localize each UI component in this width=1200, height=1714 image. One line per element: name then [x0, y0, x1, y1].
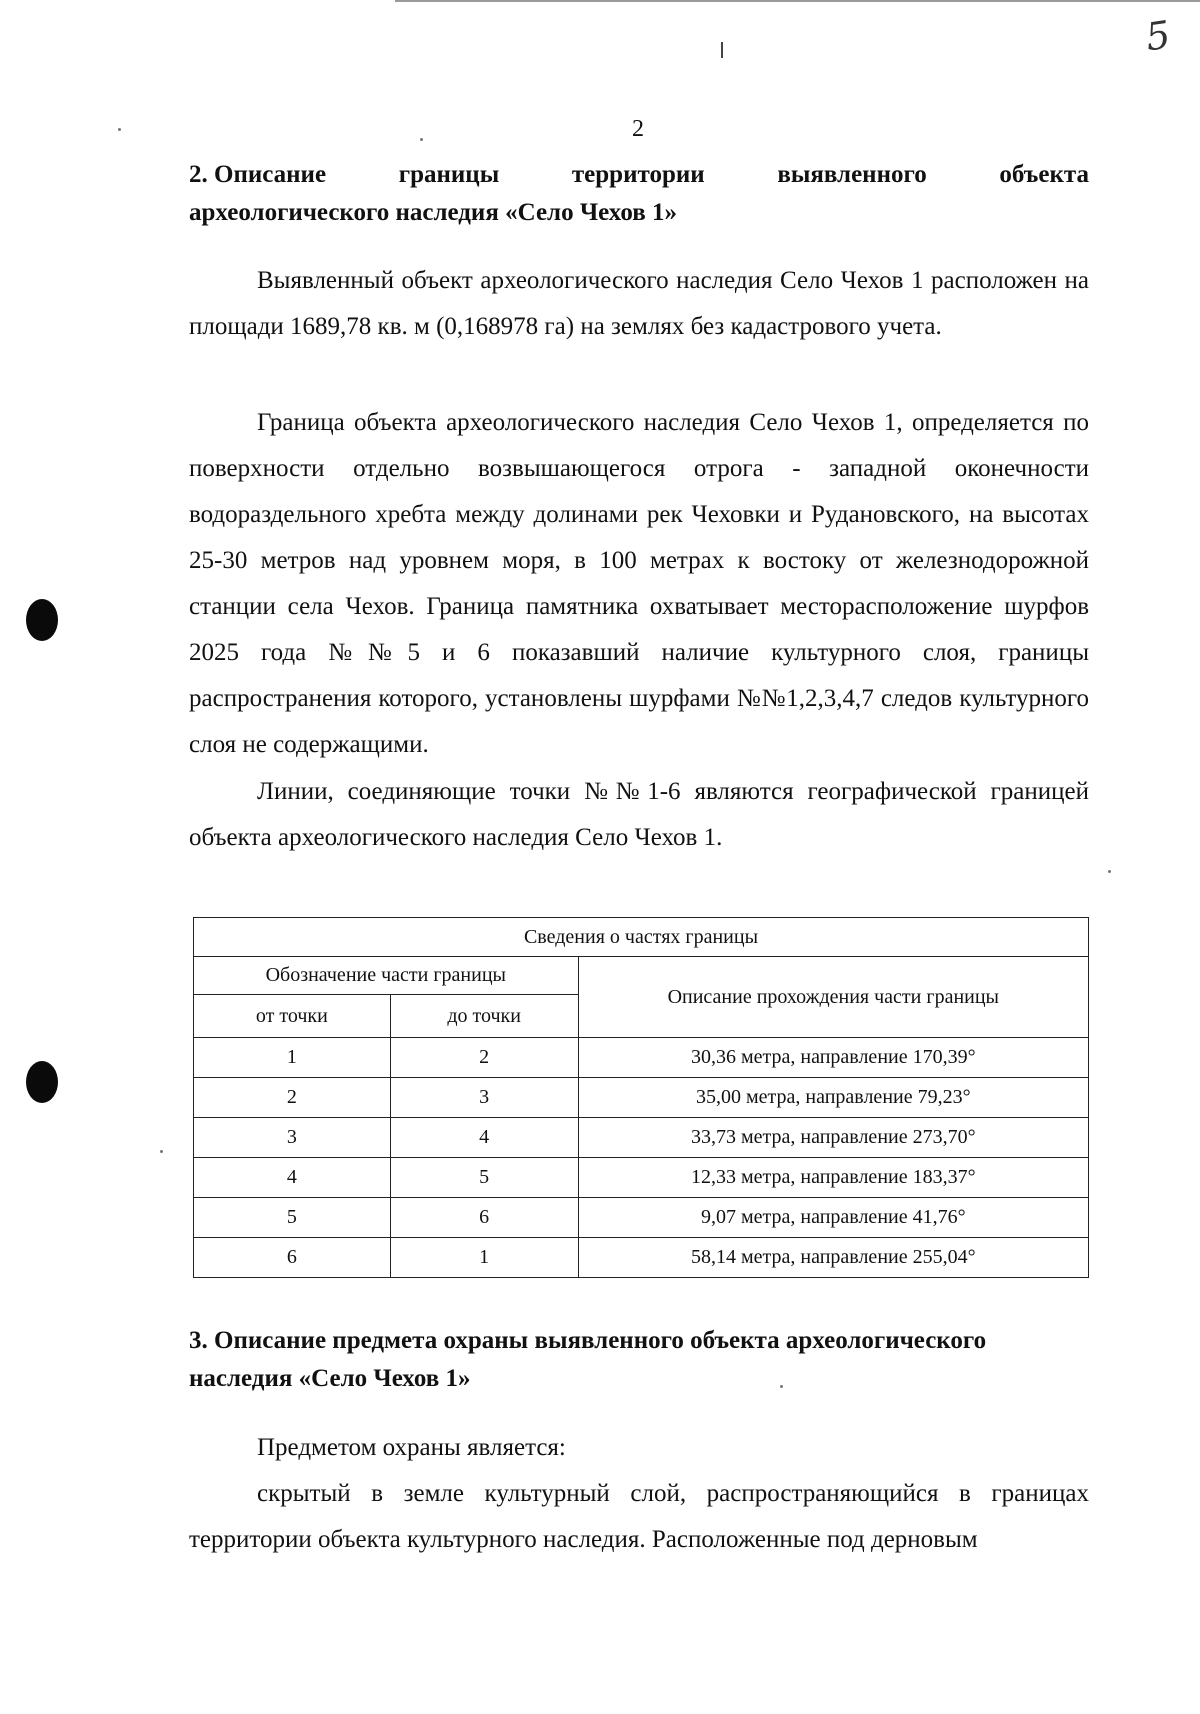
paragraph-boundary	[189, 400, 1089, 768]
heading-word: объекта	[999, 161, 1089, 188]
cell-description: 33,73 метра, направление 273,70°	[578, 1118, 1088, 1158]
table-header-description: Описание прохождения части границы	[578, 957, 1088, 1038]
cell-to: 1	[390, 1238, 578, 1278]
table-header-to: до точки	[390, 995, 578, 1038]
punch-hole	[26, 1061, 58, 1103]
paragraph-lines	[189, 769, 1089, 861]
cell-to: 4	[390, 1118, 578, 1158]
cell-description: 9,07 метра, направление 41,76°	[578, 1198, 1088, 1238]
table-row	[194, 1238, 1089, 1278]
cell-description: 58,14 метра, направление 255,04°	[578, 1238, 1088, 1278]
table-row	[194, 1198, 1089, 1238]
scan-mark	[721, 42, 723, 58]
paragraph-subject	[189, 1425, 1089, 1471]
paragraph-area	[189, 258, 1089, 350]
cell-description: 35,00 метра, направление 79,23°	[578, 1078, 1088, 1118]
heading-line-2: археологического наследия «Село Чехов 1»	[189, 199, 677, 226]
heading-word: границы	[398, 161, 500, 188]
section-2-heading	[189, 156, 1089, 232]
cell-from: 2	[194, 1078, 391, 1118]
page-number: 2	[632, 116, 644, 142]
scan-speck	[160, 1150, 163, 1153]
cell-to: 3	[390, 1078, 578, 1118]
table-row	[194, 1038, 1089, 1078]
heading-word: 2. Описание	[189, 161, 327, 188]
cell-to: 6	[390, 1198, 578, 1238]
paragraph-text: Предметом охраны является:	[257, 1434, 566, 1461]
scan-speck	[420, 138, 423, 141]
scan-speck	[1108, 870, 1111, 873]
cell-from: 5	[194, 1198, 391, 1238]
heading-line-1: 3. Описание предмета охраны выявленного объекта археологического	[189, 1327, 987, 1354]
cell-to: 5	[390, 1158, 578, 1198]
table-row	[194, 1078, 1089, 1118]
table-row	[194, 1158, 1089, 1198]
paragraph-text: Линии, соединяющие точки №№1-6 являются географической границей объекта археологического наследия Село Чехов 1.	[189, 778, 1089, 851]
heading-word: территории	[571, 161, 705, 188]
cell-from: 6	[194, 1238, 391, 1278]
table-header-from: от точки	[194, 995, 391, 1038]
cell-description: 30,36 метра, направление 170,39°	[578, 1038, 1088, 1078]
paragraph-text: скрытый в земле культурный слой, распространяющийся в границах территории объекта культурного наследия. Расположенные под дерновым	[189, 1480, 1089, 1553]
table-row	[194, 1118, 1089, 1158]
cell-description: 12,33 метра, направление 183,37°	[578, 1158, 1088, 1198]
handwritten-page-mark: 5	[1143, 12, 1174, 60]
paragraph-text: Граница объекта археологического наследия Село Чехов 1, определяется по поверхности отдельно возвышающегося отрога - западной оконечности водораздельного хребта между долинами рек Чеховки и Рудановского, на высотах 25-30 метров над уровнем моря, в 100 метрах к востоку от железнодорожной станции села Чехов. Граница памятника охватывает месторасположение шурфов 2025 года №№5 и 6 показавший наличие культурного слоя, границы распространения которого, установлены шурфами №№1,2,3,4,7 следов культурного слоя не содержащими.	[189, 409, 1089, 758]
paragraph-text: Выявленный объект археологического наследия Село Чехов 1 расположен на площади 1689,78 кв. м (0,168978 га) на землях без кадастрового учета.	[189, 267, 1089, 340]
boundary-table	[193, 917, 1089, 1278]
table-group-header: Обозначение части границы	[194, 957, 579, 995]
heading-line-2: наследия «Село Чехов 1»	[189, 1365, 471, 1392]
cell-from: 1	[194, 1038, 391, 1078]
scan-top-edge-line	[395, 0, 1200, 2]
table-title: Сведения о частях границы	[194, 918, 1089, 957]
paragraph-cultural-layer	[189, 1471, 1089, 1563]
cell-to: 2	[390, 1038, 578, 1078]
cell-from: 3	[194, 1118, 391, 1158]
heading-word: выявленного	[777, 161, 927, 188]
section-3-heading	[189, 1322, 1089, 1398]
punch-hole	[26, 599, 58, 641]
cell-from: 4	[194, 1158, 391, 1198]
scan-speck	[118, 128, 121, 131]
